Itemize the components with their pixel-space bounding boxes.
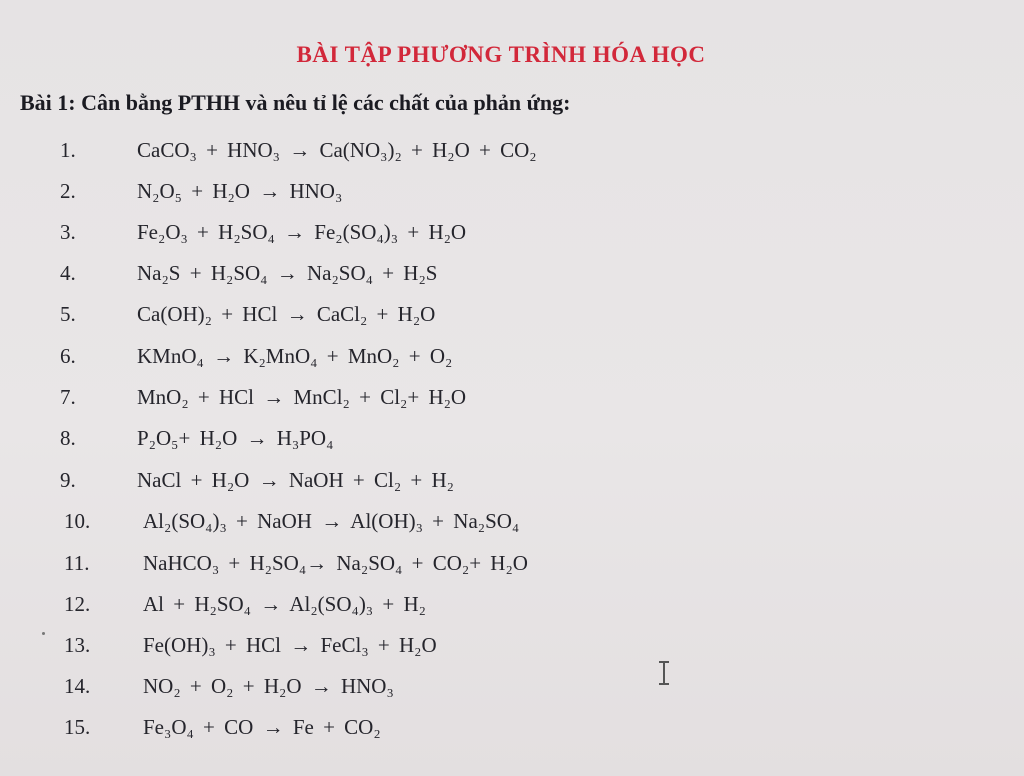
- equation-text: Ca(OH)₂ + HCl → CaCl₂ + H₂O: [137, 302, 436, 326]
- document-title-text: BÀI TẬP PHƯƠNG TRÌNH HÓA HỌC: [296, 42, 706, 67]
- equation-text: Na₂S + H₂SO₄ → Na₂SO₄ + H₂S: [137, 261, 438, 285]
- equation-row: [0, 130, 1024, 170]
- equation-number: 14.: [64, 674, 91, 698]
- equation-row: [0, 294, 1024, 334]
- equation-row: [0, 212, 1024, 252]
- equation-number: 12.: [64, 592, 91, 616]
- equation-text: MnO₂ + HCl → MnCl₂ + Cl₂+ H₂O: [137, 385, 467, 409]
- equation-row: [0, 584, 1024, 624]
- equation-row: [0, 171, 1024, 211]
- exercise-heading: Bài 1: Cân bằng PTHH và nêu tỉ lệ các chất của phản ứng:: [20, 90, 571, 115]
- equation-text: P₂O₅+ H₂O → H₃PO₄: [137, 426, 334, 450]
- equation-number: 5.: [60, 302, 76, 326]
- equation-number: 10.: [64, 509, 91, 533]
- i-beam-cursor-icon: [657, 660, 671, 686]
- equation-row: [0, 543, 1024, 583]
- equation-row: [0, 418, 1024, 458]
- equation-row: [0, 253, 1024, 293]
- equation-text: NaHCO₃ + H₂SO₄→ Na₂SO₄ + CO₂+ H₂O: [143, 551, 528, 575]
- equation-row: [0, 501, 1024, 541]
- equation-number: 13.: [64, 633, 91, 657]
- equation-number: 3.: [60, 220, 76, 244]
- equation-row: [0, 336, 1024, 376]
- equation-text: KMnO₄ → K₂MnO₄ + MnO₂ + O₂: [137, 344, 453, 368]
- equation-text: Al₂(SO₄)₃ + NaOH → Al(OH)₃ + Na₂SO₄: [143, 509, 520, 533]
- equation-number: 9.: [60, 468, 76, 492]
- equation-number: 7.: [60, 385, 76, 409]
- equation-row: [0, 707, 1024, 747]
- equation-number: 6.: [60, 344, 76, 368]
- equation-text: Al + H₂SO₄ → Al₂(SO₄)₃ + H₂: [143, 592, 426, 616]
- equation-text: NaCl + H₂O → NaOH + Cl₂ + H₂: [137, 468, 454, 492]
- equation-text: Fe₂O₃ + H₂SO₄ → Fe₂(SO₄)₃ + H₂O: [137, 220, 467, 244]
- equation-text: CaCO₃ + HNO₃ → Ca(NO₃)₂ + H₂O + CO₂: [137, 138, 537, 162]
- speck-mark: [42, 632, 45, 635]
- equation-text: Fe₃O₄ + CO → Fe + CO₂: [143, 715, 381, 739]
- equation-text: N₂O₅ + H₂O → HNO₃: [137, 179, 343, 203]
- equation-row: [0, 666, 1024, 706]
- equation-number: 2.: [60, 179, 76, 203]
- equation-text: NO₂ + O₂ + H₂O → HNO₃: [143, 674, 394, 698]
- equation-number: 1.: [60, 138, 76, 162]
- equation-number: 8.: [60, 426, 76, 450]
- document-title: [0, 42, 1024, 68]
- equation-number: 11.: [64, 551, 90, 575]
- equation-row: [0, 460, 1024, 500]
- equation-row: [0, 377, 1024, 417]
- equation-text: Fe(OH)₃ + HCl → FeCl₃ + H₂O: [143, 633, 437, 657]
- equation-row: [0, 625, 1024, 665]
- equation-number: 4.: [60, 261, 76, 285]
- equation-number: 15.: [64, 715, 91, 739]
